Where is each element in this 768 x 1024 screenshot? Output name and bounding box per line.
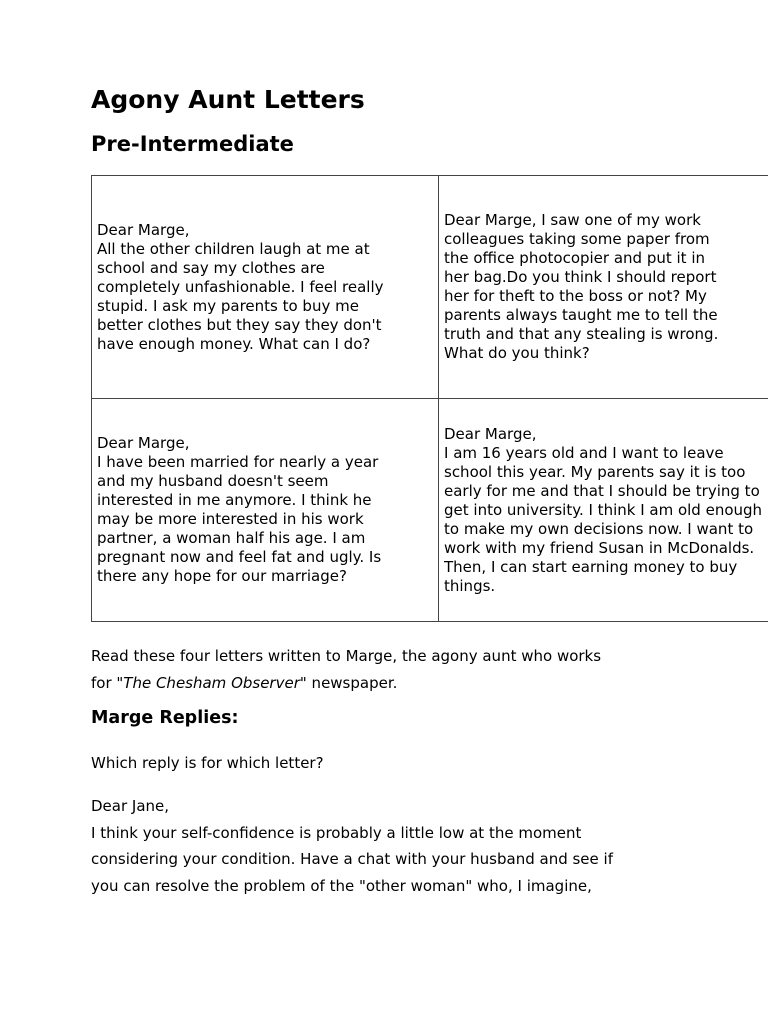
letter-line: Then, I can start earning money to buy: [444, 557, 738, 576]
letter-line: may be more interested in his work: [97, 510, 364, 528]
letter-line: there any hope for our marriage?: [97, 567, 347, 585]
letter-line: get into university. I think I am old enough: [444, 500, 763, 519]
letter-line: parents always taught me to tell the: [444, 306, 718, 324]
intro-line-suffix: " newspaper.: [299, 673, 398, 692]
letter-line: Dear Marge, I saw one of my work: [444, 211, 701, 229]
letter-cell: [92, 176, 439, 399]
letters-table: [91, 175, 768, 622]
reply-line: I think your self-confidence is probably a little low at the moment: [91, 823, 582, 842]
letter-line: completely unfashionable. I feel really: [97, 277, 384, 296]
letter-line: stupid. I ask my parents to buy me: [97, 296, 359, 315]
letter-line: school and say my clothes are: [97, 258, 325, 277]
letter-cell: [439, 176, 768, 399]
reply-paragraph: [91, 793, 613, 899]
intro-line-prefix: for ": [91, 673, 124, 692]
letter-line: What do you think?: [444, 344, 590, 362]
letter-line: school this year. My parents say it is too: [444, 462, 746, 481]
letter-line: better clothes but they say they don't: [97, 315, 382, 334]
letter-line: interested in me anymore. I think he: [97, 491, 372, 509]
letter-line: Dear Marge,: [97, 220, 190, 239]
letter-line: her for theft to the boss or not? My: [444, 287, 707, 305]
letter-line: Dear Marge,: [444, 424, 537, 443]
reply-line: Dear Jane,: [91, 797, 170, 815]
table-row: [92, 176, 768, 399]
replies-heading: Marge Replies:: [91, 708, 239, 728]
page-subtitle: Pre-Intermediate: [91, 132, 294, 156]
letter-line: and my husband doesn't seem: [97, 472, 329, 490]
letter-cell: [439, 399, 768, 622]
letter-line: I am 16 years old and I want to leave: [444, 443, 724, 462]
letter-line: to make my own decisions now. I want to: [444, 519, 754, 538]
letter-line: truth and that any stealing is wrong.: [444, 325, 719, 343]
reply-line: considering your condition. Have a chat with your husband and see if: [91, 850, 613, 868]
letter-line: I have been married for nearly a year: [97, 453, 379, 471]
letter-line: Dear Marge,: [97, 434, 190, 452]
letter-line: pregnant now and feel fat and ugly. Is: [97, 548, 382, 566]
intro-line: Read these four letters written to Marge, the agony aunt who works: [91, 647, 602, 665]
table-row: [92, 399, 768, 622]
intro-paragraph: [91, 643, 601, 696]
letter-line: work with my friend Susan in McDonalds.: [444, 538, 755, 557]
letter-line: All the other children laugh at me at: [97, 239, 370, 258]
letter-line: partner, a woman half his age. I am: [97, 529, 366, 547]
reply-line: you can resolve the problem of the "other woman" who, I imagine,: [91, 876, 592, 895]
letter-line: have enough money. What can I do?: [97, 334, 371, 353]
letter-line: her bag.Do you think I should report: [444, 268, 717, 286]
letter-line: colleagues taking some paper from: [444, 230, 710, 248]
question-text: Which reply is for which letter?: [91, 754, 324, 772]
letter-line: things.: [444, 576, 496, 595]
letter-cell: [92, 399, 439, 622]
newspaper-name: The Chesham Observer: [123, 673, 300, 692]
letter-line: the office photocopier and put it in: [444, 249, 706, 267]
letter-line: early for me and that I should be trying to: [444, 481, 760, 500]
page-title: Agony Aunt Letters: [91, 85, 365, 114]
